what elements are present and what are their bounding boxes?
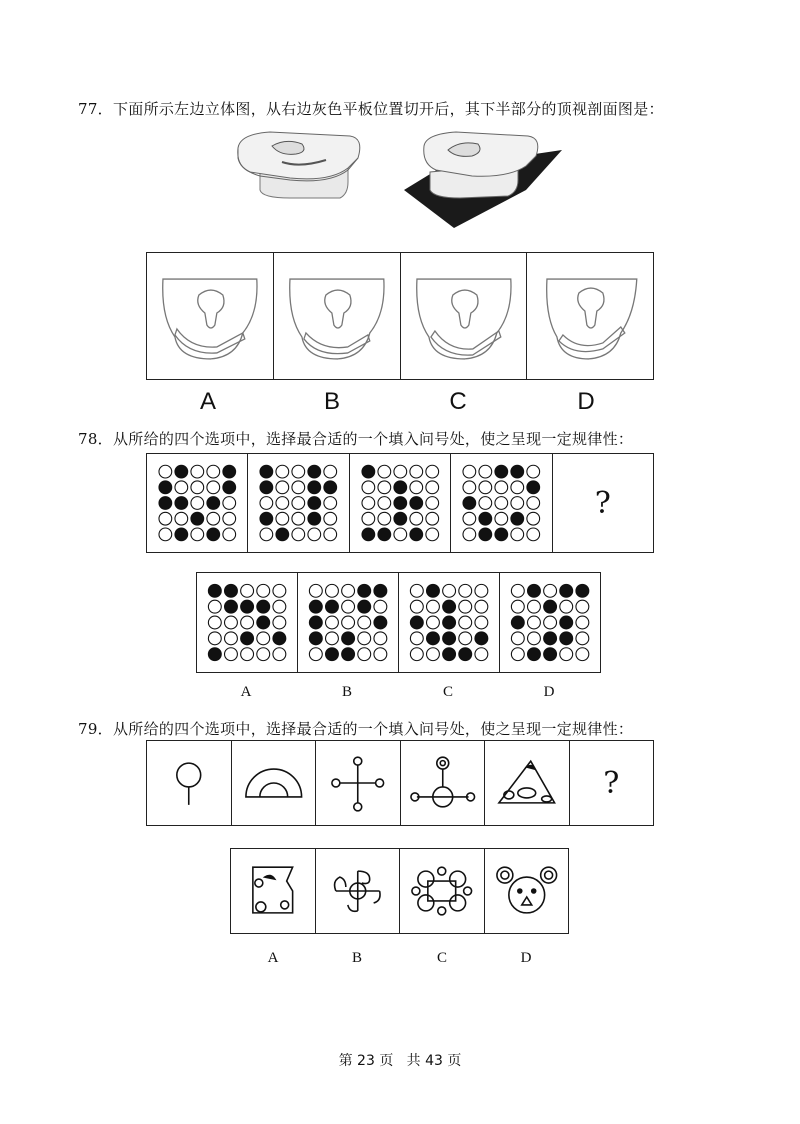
q79-text: 79．从所给的四个选项中，选择最合适的一个填入问号处，使之呈现一定规律性：	[78, 720, 634, 738]
filled-dot	[443, 600, 456, 613]
empty-dot	[459, 616, 472, 629]
empty-dot	[576, 632, 589, 645]
empty-dot	[276, 465, 289, 478]
filled-dot	[475, 632, 488, 645]
empty-dot	[324, 528, 337, 541]
empty-dot	[324, 497, 337, 510]
empty-dot	[324, 512, 337, 525]
empty-dot	[358, 648, 371, 661]
filled-dot	[225, 584, 238, 597]
filled-dot	[544, 632, 557, 645]
empty-dot	[576, 600, 589, 613]
empty-dot	[342, 616, 355, 629]
empty-dot	[273, 584, 286, 597]
q79-label-d: D	[520, 950, 532, 966]
filled-dot	[459, 648, 472, 661]
empty-dot	[207, 465, 220, 478]
q78-options-box	[196, 572, 601, 673]
filled-dot	[511, 465, 524, 478]
empty-dot	[463, 512, 476, 525]
q79-option-c[interactable]	[400, 849, 485, 933]
q77-option-b[interactable]	[274, 253, 401, 379]
empty-dot	[257, 632, 270, 645]
q79-sequence-box	[146, 740, 654, 826]
empty-dot	[292, 465, 305, 478]
empty-dot	[374, 632, 387, 645]
q79-seq-5	[485, 741, 570, 825]
q78-text: 78．从所给的四个选项中，选择最合适的一个填入问号处，使之呈现一定规律性：	[78, 430, 634, 448]
q77-text: 77．下面所示左边立体图，从右边灰色平板位置切开后，其下半部分的顶视剖面图是：	[78, 100, 664, 118]
empty-dot	[427, 648, 440, 661]
empty-dot	[576, 648, 589, 661]
empty-dot	[479, 481, 492, 494]
empty-dot	[292, 528, 305, 541]
filled-dot	[544, 600, 557, 613]
filled-dot	[394, 512, 407, 525]
empty-dot	[358, 616, 371, 629]
q77-option-c[interactable]	[401, 253, 528, 379]
empty-dot	[308, 528, 321, 541]
empty-dot	[241, 616, 254, 629]
empty-dot	[208, 616, 221, 629]
filled-dot	[511, 512, 524, 525]
empty-dot	[394, 528, 407, 541]
empty-dot	[191, 465, 204, 478]
empty-dot	[527, 528, 540, 541]
q79-seq-1	[147, 741, 232, 825]
filled-dot	[175, 465, 188, 478]
q78-label-d: D	[543, 684, 555, 700]
filled-dot	[528, 584, 541, 597]
empty-dot	[410, 648, 423, 661]
filled-dot	[362, 528, 375, 541]
empty-dot	[528, 632, 541, 645]
q78-option-c[interactable]	[399, 573, 500, 672]
filled-dot	[257, 600, 270, 613]
filled-dot	[342, 632, 355, 645]
empty-dot	[378, 481, 391, 494]
q78-seq-2	[248, 454, 349, 552]
q79-options-box	[230, 848, 569, 934]
empty-dot	[241, 584, 254, 597]
empty-dot	[527, 465, 540, 478]
filled-dot	[410, 528, 423, 541]
empty-dot	[207, 481, 220, 494]
q77-option-d[interactable]	[527, 253, 653, 379]
empty-dot	[479, 497, 492, 510]
empty-dot	[159, 512, 172, 525]
empty-dot	[191, 497, 204, 510]
empty-dot	[378, 497, 391, 510]
filled-dot	[410, 497, 423, 510]
empty-dot	[223, 512, 236, 525]
empty-dot	[326, 584, 339, 597]
filled-dot	[326, 600, 339, 613]
empty-dot	[475, 600, 488, 613]
filled-dot	[175, 528, 188, 541]
empty-dot	[426, 497, 439, 510]
q77-label-d: D	[577, 388, 595, 415]
empty-dot	[528, 616, 541, 629]
q79-seq-4	[401, 741, 486, 825]
filled-dot	[308, 465, 321, 478]
empty-dot	[159, 465, 172, 478]
q79-label-c: C	[436, 950, 447, 966]
filled-dot	[208, 648, 221, 661]
empty-dot	[223, 497, 236, 510]
filled-dot	[495, 528, 508, 541]
filled-dot	[495, 465, 508, 478]
empty-dot	[527, 497, 540, 510]
q79-option-d[interactable]	[485, 849, 569, 933]
empty-dot	[463, 528, 476, 541]
empty-dot	[292, 497, 305, 510]
filled-dot	[443, 616, 456, 629]
filled-dot	[309, 616, 322, 629]
empty-dot	[410, 465, 423, 478]
q77-label-b: B	[323, 388, 340, 415]
q78-seq-4	[451, 454, 552, 552]
empty-dot	[495, 481, 508, 494]
empty-dot	[463, 481, 476, 494]
empty-dot	[410, 512, 423, 525]
empty-dot	[225, 648, 238, 661]
filled-dot	[443, 632, 456, 645]
empty-dot	[309, 648, 322, 661]
empty-dot	[273, 616, 286, 629]
filled-dot	[378, 528, 391, 541]
filled-dot	[544, 648, 557, 661]
empty-dot	[475, 648, 488, 661]
empty-dot	[374, 600, 387, 613]
filled-dot	[225, 600, 238, 613]
empty-dot	[410, 584, 423, 597]
filled-dot	[241, 632, 254, 645]
empty-dot	[374, 648, 387, 661]
filled-dot	[410, 616, 423, 629]
empty-dot	[225, 616, 238, 629]
q79-option-a[interactable]	[231, 849, 316, 933]
empty-dot	[191, 481, 204, 494]
empty-dot	[175, 512, 188, 525]
empty-dot	[426, 528, 439, 541]
q77-solid-left	[230, 128, 370, 208]
q78-option-d[interactable]	[500, 573, 600, 672]
empty-dot	[394, 465, 407, 478]
filled-dot	[528, 648, 541, 661]
empty-dot	[459, 600, 472, 613]
empty-dot	[257, 648, 270, 661]
filled-dot	[358, 600, 371, 613]
empty-dot	[511, 648, 524, 661]
filled-dot	[394, 497, 407, 510]
empty-dot	[208, 632, 221, 645]
empty-dot	[495, 497, 508, 510]
empty-dot	[427, 600, 440, 613]
filled-dot	[326, 648, 339, 661]
filled-dot	[527, 481, 540, 494]
empty-dot	[362, 512, 375, 525]
filled-dot	[362, 465, 375, 478]
filled-dot	[443, 648, 456, 661]
filled-dot	[560, 632, 573, 645]
empty-dot	[175, 481, 188, 494]
empty-dot	[475, 616, 488, 629]
empty-dot	[273, 600, 286, 613]
filled-dot	[223, 465, 236, 478]
q78-option-a[interactable]	[197, 573, 298, 672]
empty-dot	[426, 465, 439, 478]
empty-dot	[159, 528, 172, 541]
empty-dot	[225, 632, 238, 645]
empty-dot	[527, 512, 540, 525]
empty-dot	[223, 528, 236, 541]
empty-dot	[362, 497, 375, 510]
filled-dot	[308, 512, 321, 525]
empty-dot	[276, 512, 289, 525]
q78-sequence-box	[146, 453, 654, 553]
q78-question-mark: ?	[594, 485, 611, 521]
filled-dot	[191, 512, 204, 525]
filled-dot	[576, 584, 589, 597]
filled-dot	[223, 481, 236, 494]
filled-dot	[276, 528, 289, 541]
filled-dot	[427, 632, 440, 645]
empty-dot	[309, 584, 322, 597]
empty-dot	[426, 512, 439, 525]
empty-dot	[257, 584, 270, 597]
empty-dot	[528, 600, 541, 613]
filled-dot	[207, 528, 220, 541]
q77-solid-cut-plane	[400, 128, 570, 238]
filled-dot	[560, 584, 573, 597]
empty-dot	[273, 648, 286, 661]
q78-label-b: B	[341, 684, 352, 700]
filled-dot	[208, 584, 221, 597]
empty-dot	[410, 632, 423, 645]
filled-dot	[394, 481, 407, 494]
q79-option-b[interactable]	[316, 849, 401, 933]
filled-dot	[207, 497, 220, 510]
empty-dot	[260, 528, 273, 541]
filled-dot	[427, 584, 440, 597]
filled-dot	[175, 497, 188, 510]
page-footer: 第 23 页 共 43 页	[338, 1053, 462, 1069]
empty-dot	[511, 584, 524, 597]
empty-dot	[241, 648, 254, 661]
empty-dot	[342, 600, 355, 613]
empty-dot	[378, 465, 391, 478]
filled-dot	[374, 584, 387, 597]
empty-dot	[292, 512, 305, 525]
filled-dot	[159, 497, 172, 510]
q77-options-box	[146, 252, 654, 380]
filled-dot	[159, 481, 172, 494]
empty-dot	[324, 465, 337, 478]
empty-dot	[511, 497, 524, 510]
filled-dot	[241, 600, 254, 613]
q79-label-a: A	[267, 950, 279, 966]
q77-label-a: A	[199, 388, 216, 415]
empty-dot	[463, 465, 476, 478]
empty-dot	[358, 632, 371, 645]
filled-dot	[358, 584, 371, 597]
empty-dot	[410, 481, 423, 494]
filled-dot	[560, 616, 573, 629]
q77-label-c: C	[449, 388, 467, 415]
empty-dot	[475, 584, 488, 597]
filled-dot	[479, 512, 492, 525]
empty-dot	[260, 497, 273, 510]
empty-dot	[342, 584, 355, 597]
filled-dot	[374, 616, 387, 629]
empty-dot	[276, 497, 289, 510]
q77-option-a[interactable]	[147, 253, 274, 379]
empty-dot	[511, 481, 524, 494]
filled-dot	[309, 600, 322, 613]
empty-dot	[191, 528, 204, 541]
empty-dot	[495, 512, 508, 525]
empty-dot	[427, 616, 440, 629]
q78-option-b[interactable]	[298, 573, 399, 672]
filled-dot	[308, 481, 321, 494]
filled-dot	[257, 616, 270, 629]
filled-dot	[463, 497, 476, 510]
q78-seq-3	[350, 454, 451, 552]
empty-dot	[410, 600, 423, 613]
filled-dot	[342, 648, 355, 661]
q78-seq-1	[147, 454, 248, 552]
empty-dot	[443, 584, 456, 597]
empty-dot	[378, 512, 391, 525]
empty-dot	[208, 600, 221, 613]
filled-dot	[324, 481, 337, 494]
q79-label-b: B	[351, 950, 362, 966]
filled-dot	[260, 465, 273, 478]
q79-question-mark: ?	[603, 765, 620, 801]
filled-dot	[308, 497, 321, 510]
empty-dot	[326, 632, 339, 645]
q78-label-c: C	[442, 684, 453, 700]
empty-dot	[576, 616, 589, 629]
filled-dot	[260, 512, 273, 525]
filled-dot	[309, 632, 322, 645]
empty-dot	[544, 616, 557, 629]
filled-dot	[479, 528, 492, 541]
empty-dot	[560, 648, 573, 661]
empty-dot	[426, 481, 439, 494]
empty-dot	[479, 465, 492, 478]
filled-dot	[260, 481, 273, 494]
filled-dot	[511, 616, 524, 629]
empty-dot	[326, 616, 339, 629]
empty-dot	[362, 481, 375, 494]
filled-dot	[273, 632, 286, 645]
q79-seq-2	[232, 741, 317, 825]
empty-dot	[292, 481, 305, 494]
empty-dot	[459, 632, 472, 645]
q78-label-a: A	[240, 684, 252, 700]
empty-dot	[560, 600, 573, 613]
empty-dot	[511, 632, 524, 645]
empty-dot	[544, 584, 557, 597]
empty-dot	[511, 600, 524, 613]
empty-dot	[207, 512, 220, 525]
empty-dot	[459, 584, 472, 597]
empty-dot	[511, 528, 524, 541]
empty-dot	[276, 481, 289, 494]
q79-seq-3	[316, 741, 401, 825]
